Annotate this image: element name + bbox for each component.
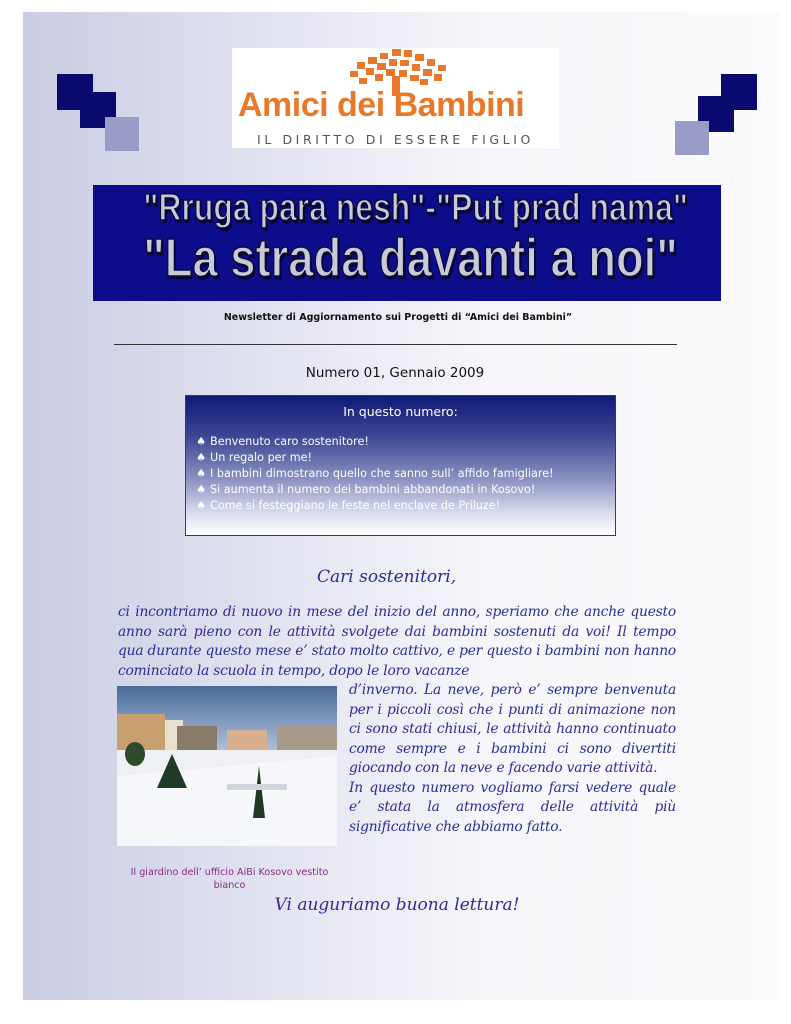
greeting: Cari sostenitori,	[317, 567, 457, 587]
closing-line: Vi auguriamo buona lettura!	[274, 895, 520, 915]
toc-heading: In questo numero:	[343, 404, 458, 419]
decorative-square	[675, 121, 709, 155]
photo-caption: Il giardino dell’ ufficio AiBi Kosovo vestito bianco	[130, 867, 329, 891]
table-of-contents	[185, 395, 616, 536]
spade-bullet-icon: ♠	[196, 483, 207, 496]
body-paragraph-narrow: d’inverno. La neve, però e’ sempre benvenuta per i piccoli così che i punti di animazione non ci sono stati chiusi, le attività hanno continuato come sempre e i bambini ci sono divertiti giocando con la neve e facendo varie attività. In questo numero vogliamo farsi vedere quale e’ stata la atmosfera delle attività più significative che abbiamo fatto.	[349, 682, 676, 835]
toc-item: ♠ Benvenuto caro sostenitore!	[196, 435, 369, 448]
logo-title: Amici dei Bambini	[238, 86, 525, 124]
spade-bullet-icon: ♠	[196, 451, 207, 464]
banner-title-line2: "La strada davanti a noi"	[143, 228, 678, 288]
divider	[114, 344, 677, 345]
toc-item: ♠ Si aumenta il numero dei bambini abbandonati in Kosovo!	[196, 483, 536, 496]
toc-item: ♠ Come si festeggiano le feste nel enclave de Priluze!	[196, 499, 501, 512]
banner-title-line1: "Rruga para nesh"-"Put prad nama"	[143, 187, 689, 229]
issue-number: Numero 01, Gennaio 2009	[305, 365, 485, 381]
spade-bullet-icon: ♠	[196, 435, 207, 448]
body-paragraph: ci incontriamo di nuovo in mese del inizio del anno, speriamo che anche questo anno sarà pieno con le attività svolgete dai bambini sostenuti da voi! Il tempo qua durante questo mese e’ stato molto cattivo, e per questo i bambini non hanno cominciato la scuola in tempo, dopo le loro vacanze	[118, 604, 676, 679]
logo	[232, 48, 559, 148]
decorative-square	[105, 117, 139, 151]
toc-item: ♠ I bambini dimostrano quello che sanno sull’ affido famigliare!	[196, 467, 554, 480]
spade-bullet-icon: ♠	[196, 467, 207, 480]
spade-bullet-icon: ♠	[196, 499, 207, 512]
title-banner	[93, 185, 721, 301]
photo-illustration	[117, 686, 337, 846]
newsletter-subtitle: Newsletter di Aggiornamento sui Progetti di “Amici dei Bambini”	[223, 312, 573, 323]
snowy-garden-photo	[117, 686, 337, 846]
toc-item: ♠ Un regalo per me!	[196, 451, 312, 464]
logo-tagline: IL DIRITTO DI ESSERE FIGLIO	[257, 132, 534, 147]
